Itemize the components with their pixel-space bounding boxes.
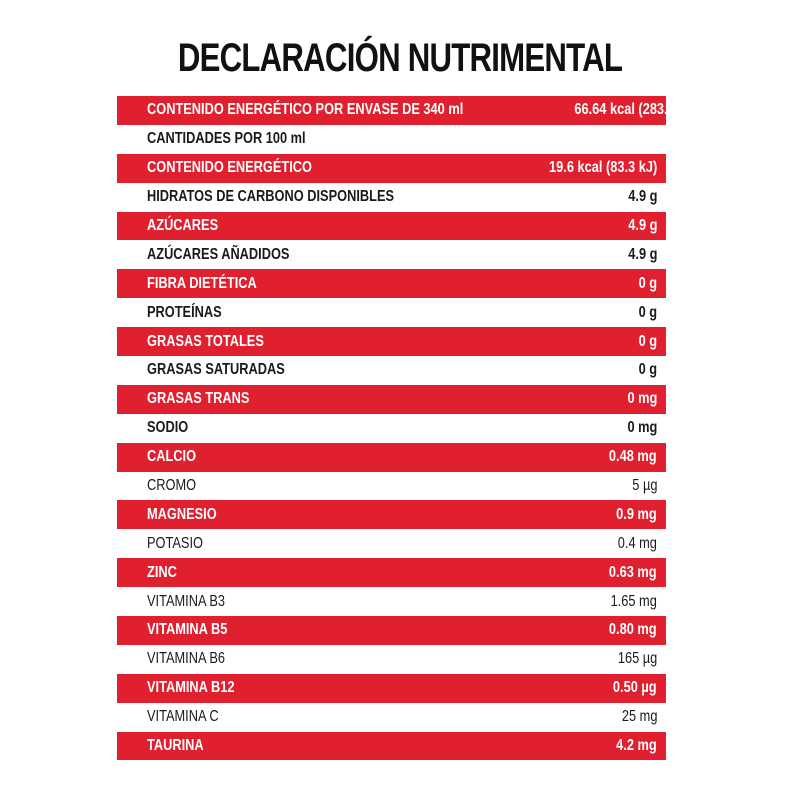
table-row (117, 500, 666, 529)
row-value: 4.9 g (627, 217, 657, 234)
row-label: HIDRATOS DE CARBONO DISPONIBLES (147, 188, 395, 206)
table-row (117, 558, 666, 587)
row-label: TAURINA (147, 737, 204, 755)
row-label: CROMO (147, 477, 197, 495)
row-value: 19.6 kcal (83.3 kJ) (548, 159, 657, 177)
row-value: 0.9 mg (616, 505, 657, 523)
table-row (117, 529, 666, 558)
row-label: FIBRA DIETÉTICA (147, 274, 257, 292)
row-label: CALCIO (147, 448, 197, 466)
row-label: SODIO (147, 419, 189, 437)
row-value: 0 mg (627, 419, 657, 437)
table-row (117, 674, 666, 703)
row-label: VITAMINA B12 (147, 679, 235, 697)
table-row (117, 443, 666, 472)
row-value: 0 g (638, 361, 657, 379)
row-value: 4.9 g (627, 188, 657, 206)
row-value: 0 g (638, 274, 657, 292)
row-label: VITAMINA B6 (147, 650, 226, 668)
row-label: AZÚCARES (147, 217, 219, 234)
row-label: GRASAS TRANS (147, 390, 250, 408)
table-row (117, 732, 666, 761)
table-row (117, 645, 666, 674)
row-value: 0 mg (627, 390, 657, 408)
row-label: GRASAS TOTALES (147, 332, 264, 350)
table-row (117, 96, 705, 125)
row-value: 0.80 mg (609, 621, 657, 639)
row-value: 66.64 kcal (283.22 kJ) (574, 101, 705, 119)
row-label: VITAMINA B5 (147, 621, 228, 639)
nutrition-table (117, 96, 705, 760)
table-row (117, 298, 666, 327)
row-value: 0 g (638, 303, 657, 321)
row-label: VITAMINA C (147, 708, 219, 726)
row-label: VITAMINA B3 (147, 592, 226, 610)
row-label: CANTIDADES POR 100 ml (147, 130, 306, 148)
page-title: DECLARACIÓN NUTRIMENTAL (177, 36, 623, 80)
row-label: PROTEÍNAS (147, 303, 222, 321)
row-label: GRASAS SATURADAS (147, 361, 285, 379)
table-row (117, 240, 666, 269)
row-label: MAGNESIO (147, 505, 217, 523)
row-label: CONTENIDO ENERGÉTICO (147, 159, 312, 177)
table-row (117, 154, 666, 183)
row-label: POTASIO (147, 534, 203, 552)
row-value: 0.50 µg (613, 679, 657, 697)
row-value: 0 g (638, 332, 657, 350)
row-label: CONTENIDO ENERGÉTICO POR ENVASE DE 340 ml (147, 101, 464, 119)
row-value: 0.63 mg (609, 563, 657, 581)
table-row (117, 703, 666, 732)
table-row (117, 385, 666, 414)
row-value: 4.9 g (627, 245, 657, 263)
row-value: 4.2 mg (616, 737, 657, 755)
table-row (117, 125, 666, 154)
table-row (117, 212, 666, 241)
row-value: 0.4 mg (617, 534, 657, 552)
row-value: 5 µg (631, 477, 657, 495)
table-row (117, 327, 666, 356)
row-value: 1.65 mg (610, 592, 657, 610)
table-row (117, 269, 666, 298)
table-row (117, 183, 666, 212)
table-row (117, 587, 666, 616)
row-value: 0.48 mg (609, 448, 657, 466)
table-row (117, 356, 666, 385)
table-row (117, 472, 666, 501)
row-label: AZÚCARES AÑADIDOS (147, 245, 290, 263)
row-value: 25 mg (621, 708, 657, 726)
row-label: ZINC (147, 563, 177, 581)
table-row (117, 616, 666, 645)
row-value: 165 µg (617, 650, 657, 668)
table-row (117, 414, 666, 443)
